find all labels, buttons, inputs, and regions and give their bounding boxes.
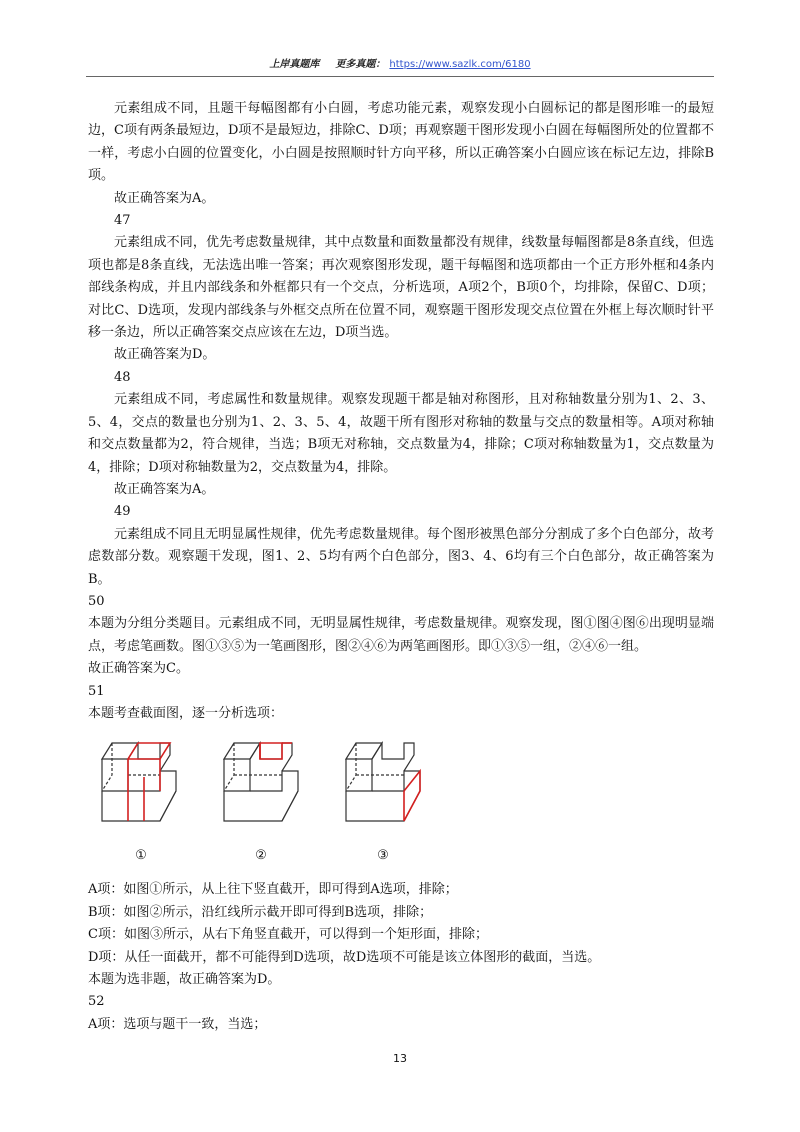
question-number: 49 xyxy=(114,504,131,520)
figure-label: ② xyxy=(255,848,267,864)
document-body xyxy=(88,98,714,1036)
cross-section-figures xyxy=(88,729,714,879)
solid-figure-2 xyxy=(224,743,298,821)
option-analysis: A项：如图①所示，从上往下竖直截开，即可得到A选项，排除； xyxy=(88,882,458,898)
answer-line: 故正确答案为D。 xyxy=(114,347,216,363)
question-number: 52 xyxy=(88,994,105,1010)
solid-figure-1 xyxy=(102,743,176,821)
page-header xyxy=(0,58,800,72)
figure-label: ① xyxy=(135,848,147,864)
solid-figures-svg xyxy=(88,729,714,841)
cut-lines-2 xyxy=(260,743,292,759)
answer-line: 故正确答案为A。 xyxy=(114,190,215,206)
cut-lines-1 xyxy=(128,743,170,821)
paragraph: 元素组成不同，优先考虑数量规律，其中点数量和面数量都没有规律，线数量每幅图都是8条直线，但选项也都是8条直线，无法选出唯一答案；再次观察图形发现，题干每幅图和选项都由一个正方形外框和4条内部线条构成，并且内部线条和外框都只有一个交点，分析选项，A项2个，B项0个，均排除，保留C、D项；对比C、D选项，发现内部线条与外框交点所在位置不同，观察题干图形发现交点位置在外框上每次顺时针平移一条边，所以正确答案交点应该在左边，D项当选。 xyxy=(88,235,714,341)
option-analysis: C项：如图③所示，从右下角竖直截开，可以得到一个矩形面，排除； xyxy=(88,927,488,943)
cut-lines-3 xyxy=(404,771,420,821)
answer-line: 故正确答案为C。 xyxy=(88,661,189,677)
question-number: 48 xyxy=(114,369,131,385)
more-questions-label: 更多真题： xyxy=(335,59,386,70)
paragraph: 本题考查截面图，逐一分析选项： xyxy=(88,705,284,721)
brand-text: 上岸真题库 xyxy=(269,59,320,70)
paragraph: 元素组成不同，且题干每幅图都有小白圆，考虑功能元素，观察发现小白圆标记的都是图形唯一的最短边，C项有两条最短边，D项不是最短边，排除C、D项；再观察题干图形发现小白圆在每幅图所处的位置都不一样，考虑小白圆的位置变化，小白圆是按照顺时针方向平移，所以正确答案小白圆应该在标记左边，排除B项。 xyxy=(88,101,714,184)
paragraph: 元素组成不同，考虑属性和数量规律。观察发现题干都是轴对称图形，且对称轴数量分别为1、2、3、5、4，交点的数量也分别为1、2、3、5、4，故题干所有图形对称轴的数量与交点的数量相等。A项对称轴和交点数量都为2，符合规律，当选；B项无对称轴，交点数量为4，排除；C项对称轴数量为1，交点数量为4，排除；D项对称轴数量为2，交点数量为4，排除。 xyxy=(88,392,714,475)
header-divider xyxy=(86,76,714,77)
answer-line: 故正确答案为A。 xyxy=(114,481,215,497)
question-number: 51 xyxy=(88,683,105,699)
paragraph: 元素组成不同且无明显属性规律，优先考虑数量规律。每个图形被黑色部分分割成了多个白色部分，故考虑数部分数。观察题干发现，图1、2、5均有两个白色部分，图3、4、6均有三个白色部分，故正确答案为B。 xyxy=(88,526,714,587)
paragraph: 本题为分组分类题目。元素组成不同，无明显属性规律，考虑数量规律。观察发现，图①图④图⑥出现明显端点，考虑笔画数。图①③⑤为一笔画图形，图②④⑥为两笔画图形。即①③⑤一组，②④⑥一组。 xyxy=(88,616,714,654)
page-number: 13 xyxy=(393,1052,407,1065)
question-number: 47 xyxy=(114,213,131,229)
figure-label: ③ xyxy=(377,848,389,864)
answer-line: 本题为选非题，故正确答案为D。 xyxy=(88,972,281,987)
option-analysis: D项：从任一面截开，都不可能得到D选项，故D选项不可能是该立体图形的截面，当选。 xyxy=(88,949,601,965)
option-analysis: A项：选项与题干一致，当选； xyxy=(88,1016,267,1032)
solid-figure-3 xyxy=(346,743,420,821)
source-link[interactable]: https://www.sazlk.com/6180 xyxy=(389,59,531,70)
question-number: 50 xyxy=(88,593,105,609)
option-analysis: B项：如图②所示，沿红线所示截开即可得到B选项，排除； xyxy=(88,904,433,920)
